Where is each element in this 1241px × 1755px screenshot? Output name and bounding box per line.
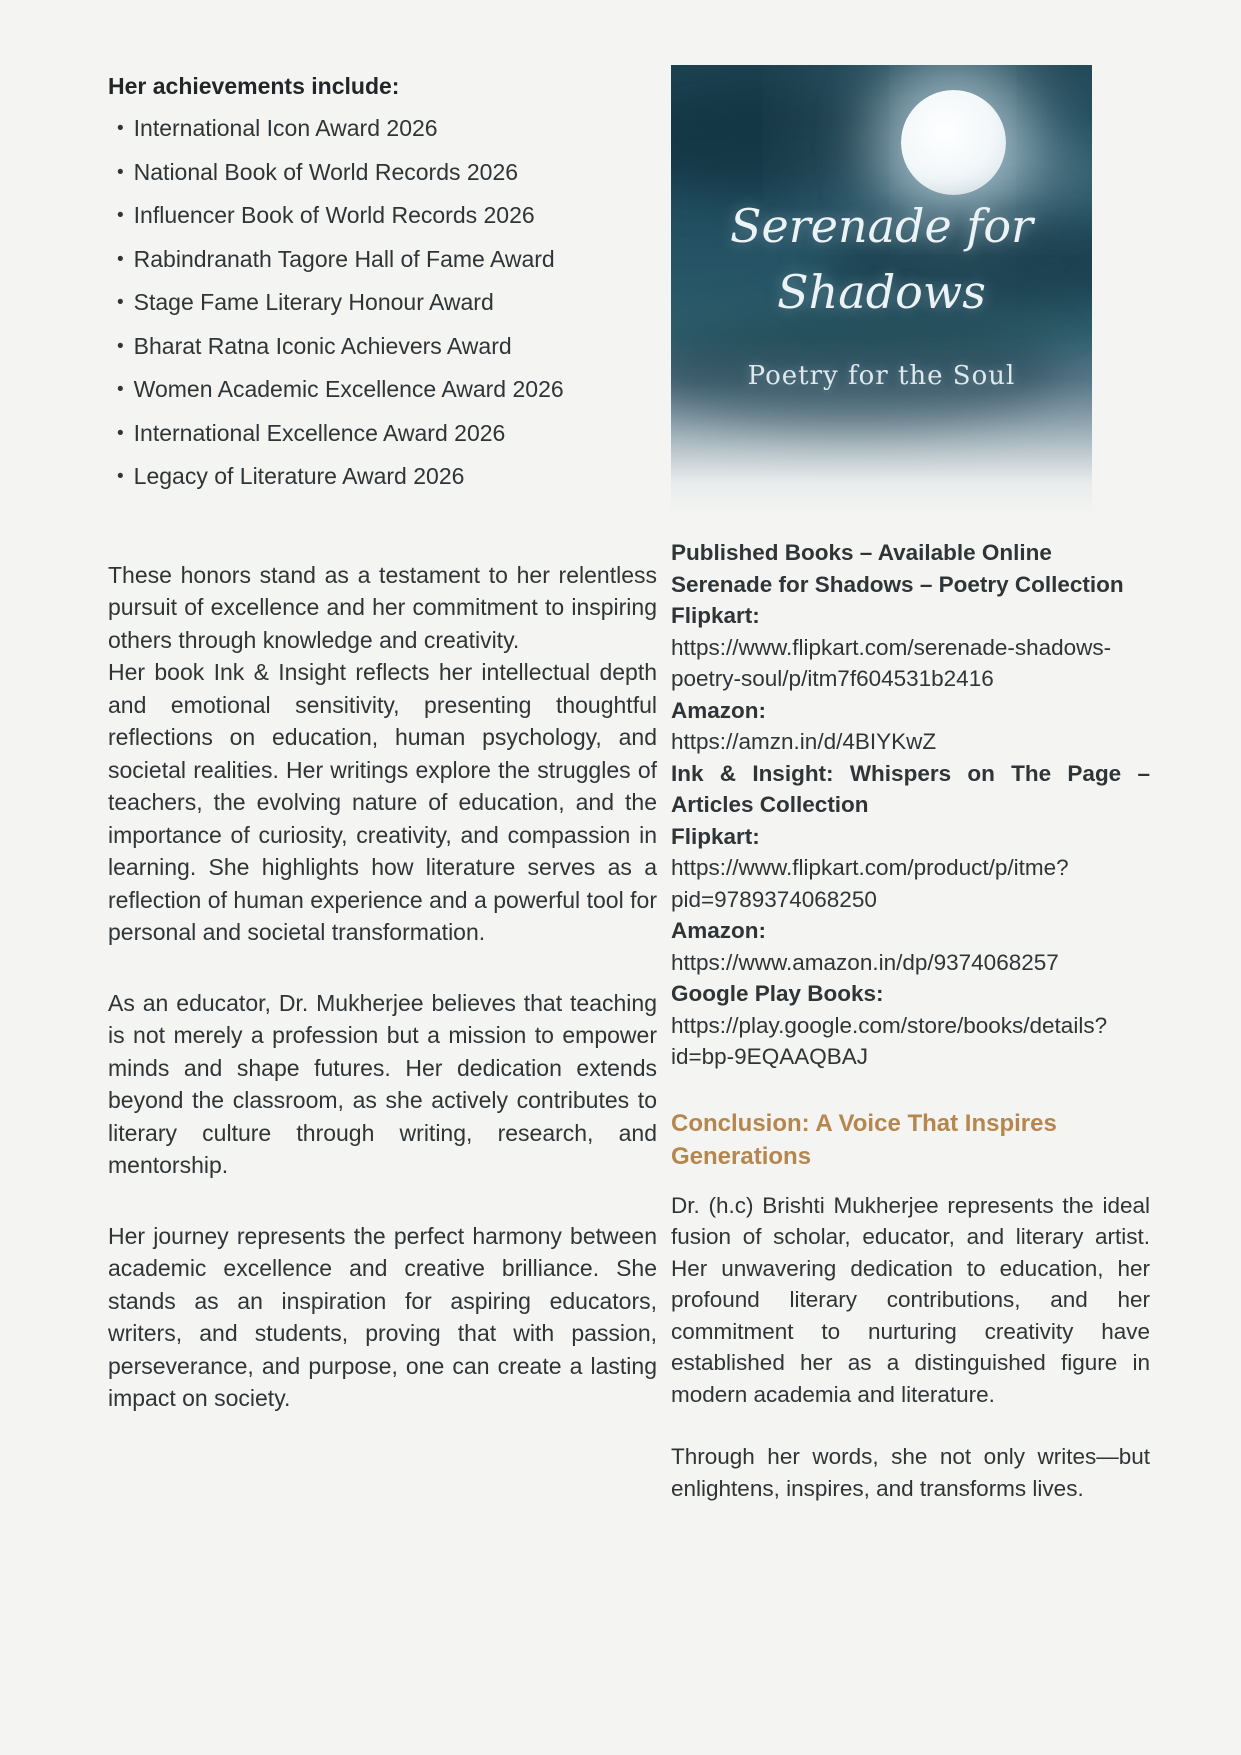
published-books-section (671, 537, 1150, 1073)
conclusion-paragraph: Dr. (h.c) Brishti Mukherjee represents the ideal fusion of scholar, educator, and literary artist. Her unwavering dedication to education, her profound literary contributions, and her commitment to nurturing creativity have established her as a distinguished figure in modern academia and literature. (671, 1192, 1150, 1407)
store-url[interactable]: https://www.flipkart.com/serenade-shadows-poetry-soul/p/itm7f604531b2416 (671, 634, 1112, 691)
book-cover-image (671, 65, 1092, 515)
store-label: Flipkart: (671, 823, 760, 849)
book-title: Serenade for Shadows – Poetry Collection (671, 571, 1124, 597)
book-title: Ink & Insight: Whispers on The Page – Articles Collection (671, 760, 1150, 817)
store-url[interactable]: https://amzn.in/d/4BIYKwZ (671, 729, 937, 754)
cover-title-line1: Serenade for (730, 199, 1033, 253)
conclusion-heading: Conclusion: A Voice That Inspires Generations (671, 1109, 1057, 1170)
moon-graphic (901, 90, 1006, 195)
cover-title-line2: Shadows (777, 265, 986, 319)
achievement-item: • Rabindranath Tagore Hall of Fame Award (108, 239, 657, 283)
store-label: Amazon: (671, 697, 766, 723)
achievements-list (108, 108, 657, 500)
achievements-heading: Her achievements include: (108, 73, 400, 99)
body-paragraph: These honors stand as a testament to her relentless pursuit of excellence and her commitment to inspiring others through knowledge and creativity. (108, 561, 657, 653)
achievement-item: • International Excellence Award 2026 (108, 413, 657, 457)
body-paragraph: As an educator, Dr. Mukherjee believes that teaching is not merely a profession but a mission to empower minds and shape futures. Her dedication extends beyond the classroom, as she actively contributes to literary culture through writing, research, and mentorship. (108, 989, 657, 1178)
store-url[interactable]: https://www.flipkart.com/product/p/itme?pid=9789374068250 (671, 855, 1069, 912)
store-url[interactable]: https://www.amazon.in/dp/9374068257 (671, 949, 1059, 975)
published-books-heading: Published Books – Available Online (671, 540, 1052, 565)
achievement-item: • Influencer Book of World Records 2026 (108, 195, 657, 239)
cloud-graphic (671, 85, 911, 195)
achievement-item: • Stage Fame Literary Honour Award (108, 282, 657, 326)
body-paragraph: Her journey represents the perfect harmony between academic excellence and creative brilliance. She stands as an inspiration for aspiring educators, writers, and students, proving that with passion, perseverance, and purpose, one can create a lasting impact on society. (108, 1222, 657, 1411)
achievement-item: • National Book of World Records 2026 (108, 152, 657, 196)
body-paragraph: Her book Ink & Insight reflects her intellectual depth and emotional sensitivity, presenting thoughtful reflections on education, human psychology, and societal realities. Her writings explore the struggles of teachers, the evolving nature of education, and the importance of curiosity, creativity, and compassion in learning. She highlights how literature serves as a reflection of human experience and a powerful tool for personal and societal transformation. (108, 659, 657, 945)
right-column (671, 65, 1150, 1504)
store-url[interactable]: https://play.google.com/store/books/details?id=bp-9EQAAQBAJ (671, 1012, 1108, 1069)
achievement-item: • Bharat Ratna Iconic Achievers Award (108, 326, 657, 370)
store-label: Flipkart: (671, 603, 760, 628)
achievement-item: • International Icon Award 2026 (108, 108, 657, 152)
conclusion-paragraph: Through her words, she not only writes—but enlightens, inspires, and transforms lives. (671, 1444, 1150, 1501)
cover-subtitle: Poetry for the Soul (747, 361, 1016, 391)
left-column (108, 70, 657, 1415)
achievement-item: • Women Academic Excellence Award 2026 (108, 369, 657, 413)
achievement-item: • Legacy of Literature Award 2026 (108, 456, 657, 500)
store-label: Amazon: (671, 918, 766, 943)
store-label: Google Play Books: (671, 981, 884, 1006)
